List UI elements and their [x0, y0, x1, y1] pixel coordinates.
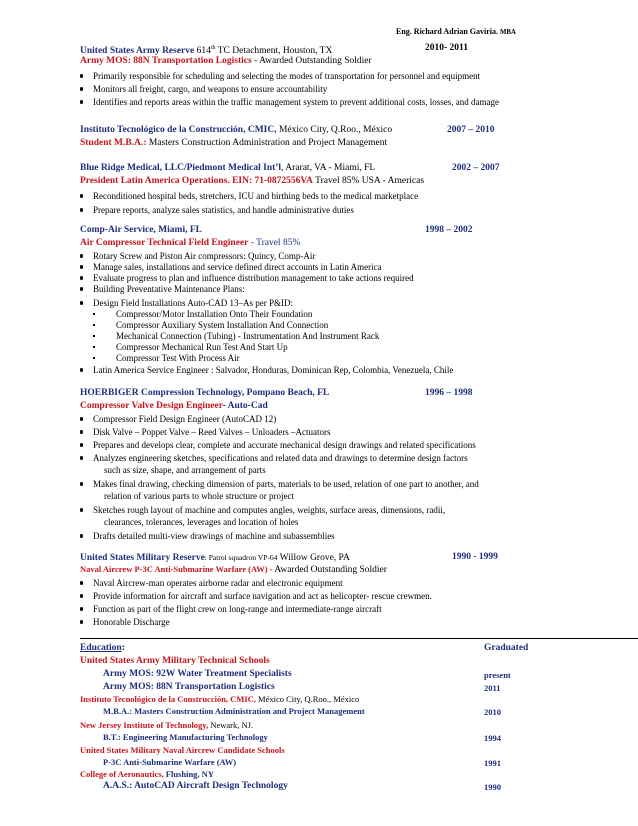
- degree-name: M.B.A.: Masters Construction Administration and Project Management: [103, 706, 365, 716]
- sub-list-item-text: Compressor Mechanical Run Test And Start Up: [116, 342, 288, 352]
- hoerbiger-heading: HOERBIGER Compression Technology, Pompano Beach, FL: [80, 388, 330, 398]
- role-title: Compressor Valve Design Engineer: [80, 401, 223, 411]
- sub-list-item: [93, 342, 288, 353]
- org-name: United States Military Reserve: [80, 553, 205, 563]
- list-item-text: Honorable Discharge: [93, 617, 170, 627]
- school-name: New Jersey Institute of Technology,: [80, 720, 209, 730]
- itc-heading: [80, 125, 392, 136]
- bullet-icon: [80, 74, 83, 77]
- hoerbiger-role: [80, 401, 268, 412]
- army-reserve-role: [80, 56, 372, 67]
- unit-name: : Patrol squadron VP-64: [204, 553, 278, 562]
- square-bullet-icon: [93, 324, 95, 326]
- list-item: [80, 97, 499, 108]
- role-note: - Travel 85%: [248, 238, 301, 248]
- list-item-text: Makes final drawing, checking dimension of parts, materials to be used, relation of one part to another, and: [93, 479, 479, 489]
- author-suffix: MBA: [500, 29, 516, 36]
- blue-ridge-heading: [80, 163, 375, 174]
- list-item-text: Monitors all freight, cargo, and weapons to ensure accountability: [93, 84, 328, 94]
- bullet-icon: [80, 301, 83, 304]
- bullet-icon: [80, 276, 83, 279]
- list-item-continuation: relation of various parts to whole structure or project: [104, 491, 294, 501]
- bullet-icon: [80, 287, 83, 290]
- bullet-icon: [80, 508, 83, 511]
- unit-location: TC Detachment, Houston, TX: [215, 46, 333, 57]
- list-item-text: Rotary Screw and Piston Air compressors: Quincy, Comp-Air: [93, 251, 316, 261]
- list-item-text: Function as part of the flight crew on long-range and intermediate-range aircraft: [93, 604, 382, 614]
- author-name: Eng. Richard Adrian Gaviria.: [396, 27, 499, 36]
- org-place: , Ararat, VA - Miami, FL: [281, 163, 376, 173]
- square-bullet-icon: [93, 357, 95, 359]
- list-item: [80, 479, 479, 490]
- square-bullet-icon: [93, 335, 95, 337]
- org-place: México City, Q.Roo., México: [276, 125, 393, 135]
- bullet-icon: [80, 265, 83, 268]
- role-title: Air Compressor Technical Field Engineer: [80, 238, 249, 248]
- sub-list-item-text: Compressor/Motor Installation Onto Their Foundation: [116, 309, 313, 319]
- school-name: United States Army Military Technical Schools: [80, 656, 270, 666]
- sub-list-item: [93, 331, 380, 342]
- degree-year: present: [484, 670, 511, 680]
- list-item: [80, 298, 293, 309]
- list-item: [80, 427, 331, 438]
- list-item-text: Provide information for aircraft and surface navigation and act as helicopter- rescue crewmen.: [93, 591, 432, 601]
- list-item-text: Sketches rough layout of machine and computes angles, weights, surface areas, dimensions, radii,: [93, 505, 446, 515]
- list-item-text: Prepares and develops clear, complete and accurate mechanical design drawings and related specifications: [93, 440, 476, 450]
- bullet-icon: [80, 534, 83, 537]
- sub-list-item: [93, 320, 329, 331]
- list-item: [80, 531, 335, 542]
- list-item-text: Prepare reports, analyze sales statistics, and handle administrative duties: [93, 205, 354, 215]
- education-title: [80, 643, 125, 654]
- school-name: United States Military Naval Aircrew Candidate Schools: [80, 745, 285, 755]
- list-item-text: Drafts detailed multi-view drawings of machine and subassemblies: [93, 531, 335, 541]
- itc-dates: 2007 – 2010: [447, 125, 495, 135]
- list-item-text: Analyzes engineering sketches, specifications and related data and drawings to determine design factors: [93, 453, 468, 463]
- author-header: [396, 26, 516, 38]
- bullet-icon: [80, 254, 83, 257]
- role-title: Army MOS: 88N Transportation Logistics: [80, 56, 252, 66]
- list-item: [80, 505, 446, 516]
- degree-year: 2011: [484, 683, 501, 693]
- sub-list-item-text: Compressor Auxiliary System Installation And Connection: [116, 320, 329, 330]
- degree-name: P-3C Anti-Submarine Warfare (AW): [103, 757, 237, 767]
- section-divider: [80, 638, 638, 639]
- bullet-icon: [80, 100, 83, 103]
- school-place: México City, Q.Roo., México: [255, 694, 360, 704]
- military-role: [80, 564, 387, 576]
- list-item-text: Manage sales, installations and service defined direct accounts in Latin America: [93, 262, 382, 272]
- list-item-continuation: clearances, tolerances, leverages and location of holes: [104, 517, 299, 527]
- degree-year: 1990: [484, 782, 501, 792]
- sub-list-item-text: Compressor Test With Process Air: [116, 353, 240, 363]
- role-note: - Auto-Cad: [222, 401, 268, 411]
- bullet-icon: [80, 620, 83, 623]
- school-name: College of Aeronautics,: [80, 769, 164, 779]
- list-item: [80, 251, 316, 262]
- degree-year: 1991: [484, 758, 501, 768]
- bullet-icon: [80, 208, 83, 211]
- unit-ordinal: th: [210, 45, 216, 51]
- education-heading: Education: [80, 643, 122, 653]
- military-dates: 1990 - 1999: [452, 552, 498, 562]
- list-item: [80, 262, 382, 273]
- org-name: Blue Ridge Medical, LLC/Piedmont Medical Int’l: [80, 163, 282, 173]
- role-title: Student M.B.A.:: [80, 138, 147, 148]
- hoerbiger-dates: 1996 – 1998: [425, 388, 473, 398]
- square-bullet-icon: [93, 313, 95, 315]
- bullet-icon: [80, 581, 83, 584]
- graduated-heading: Graduated: [484, 643, 529, 653]
- list-item-text: Evaluate progress to plan and influence distribution management to take actions required: [93, 273, 414, 283]
- bullet-icon: [80, 368, 83, 371]
- list-item: [80, 191, 419, 202]
- role-title: President Latin America Operations. EIN: 71-0872556VA: [80, 176, 313, 186]
- degree-name: Army MOS: 88N Transportation Logistics: [103, 682, 275, 692]
- blue-ridge-role: [80, 176, 424, 187]
- role-note: - Awarded Outstanding Soldier: [251, 56, 372, 66]
- list-item: [80, 453, 468, 464]
- bullet-icon: [80, 607, 83, 610]
- unit-number: 614: [194, 46, 211, 57]
- list-item: [80, 578, 343, 589]
- school-place: Flushing, NY: [163, 769, 214, 779]
- itc-role: [80, 138, 387, 149]
- bullet-icon: [80, 456, 83, 459]
- sub-list-item-text: Mechanical Connection (Tubing) - Instrumentation And Instrument Rack: [116, 331, 380, 341]
- list-item-continuation: such as size, shape, and arrangement of parts: [104, 465, 266, 475]
- list-item: [80, 365, 454, 376]
- comp-air-dates: 1998 – 2002: [425, 225, 473, 235]
- degree-year: 2010: [484, 707, 501, 717]
- role-note: Travel 85% USA - Americas: [312, 176, 425, 186]
- degree-name: A.A.S.: AutoCAD Aircraft Design Technology: [103, 781, 288, 791]
- school-heading: [80, 769, 214, 780]
- bullet-icon: [80, 430, 83, 433]
- bullet-icon: [80, 482, 83, 485]
- blue-ridge-dates: 2002 – 2007: [452, 163, 500, 173]
- bullet-icon: [80, 594, 83, 597]
- comp-air-heading: Comp-Air Service, Miami, FL: [80, 225, 202, 235]
- role-note: Masters Construction Administration and Project Management: [146, 138, 388, 148]
- org-place: Willow Grove, PA: [277, 553, 350, 563]
- org-name: United States Army Reserve: [80, 46, 195, 57]
- bullet-icon: [80, 443, 83, 446]
- list-item-text: Naval Aircrew-man operates airborne radar and electronic equipment: [93, 578, 343, 588]
- list-item: [80, 71, 481, 82]
- sub-list-item: [93, 353, 240, 364]
- degree-year: 1994: [484, 733, 501, 743]
- list-item-text: Reconditioned hospital beds, stretchers, ICU and birthing beds to the medical marketplace: [93, 191, 419, 201]
- org-name: Instituto Tecnológico de la Construcción, CMIC,: [80, 125, 277, 135]
- square-bullet-icon: [93, 346, 95, 348]
- list-item: [80, 414, 277, 425]
- school-heading: [80, 720, 253, 731]
- education-colon: :: [121, 643, 125, 653]
- degree-name: B.T.: Engineering Manufacturing Technology: [103, 732, 268, 742]
- degree-name: Army MOS: 92W Water Treatment Specialists: [103, 669, 292, 679]
- list-item: [80, 591, 432, 602]
- list-item: [80, 617, 170, 628]
- list-item-text: Identifies and reports areas within the traffic management system to prevent additional costs, losses, and damage: [93, 97, 499, 107]
- army-reserve-dates: 2010- 2011: [425, 43, 469, 53]
- comp-air-role: [80, 238, 300, 249]
- school-heading: [80, 694, 359, 705]
- role-note: Awarded Outstanding Soldier: [272, 565, 387, 575]
- list-item-text: Latin America Service Engineer : Salvador, Honduras, Dominican Rep, Colombia, Venezuela, Chile: [93, 365, 454, 375]
- list-item-text: Building Preventative Maintenance Plans:: [93, 284, 245, 294]
- list-item: [80, 84, 328, 95]
- list-item-text: Compressor Field Design Engineer (AutoCAD 12): [93, 414, 277, 424]
- sub-list-item: [93, 309, 313, 320]
- role-title: Naval Aircrew P-3C Anti-Submarine Warfare (AW) -: [80, 564, 273, 574]
- list-item: [80, 284, 245, 295]
- list-item: [80, 205, 354, 216]
- list-item: [80, 604, 382, 615]
- school-name: Instituto Tecnológico de la Construcción, CMIC,: [80, 694, 256, 704]
- bullet-icon: [80, 194, 83, 197]
- school-place: Newark, NJ.: [208, 720, 254, 730]
- list-item-text: Disk Valve – Poppet Valve – Reed Valves – Unloaders –Actuators: [93, 427, 331, 437]
- bullet-icon: [80, 87, 83, 90]
- list-item: [80, 273, 414, 284]
- military-heading: [80, 552, 350, 564]
- list-item-text: Primarily responsible for scheduling and selecting the modes of transportation for personnel and equipment: [93, 71, 481, 81]
- bullet-icon: [80, 417, 83, 420]
- list-item-text: Design Field Installations Auto-CAD 13–As per P&ID:: [93, 298, 293, 308]
- list-item: [80, 440, 476, 451]
